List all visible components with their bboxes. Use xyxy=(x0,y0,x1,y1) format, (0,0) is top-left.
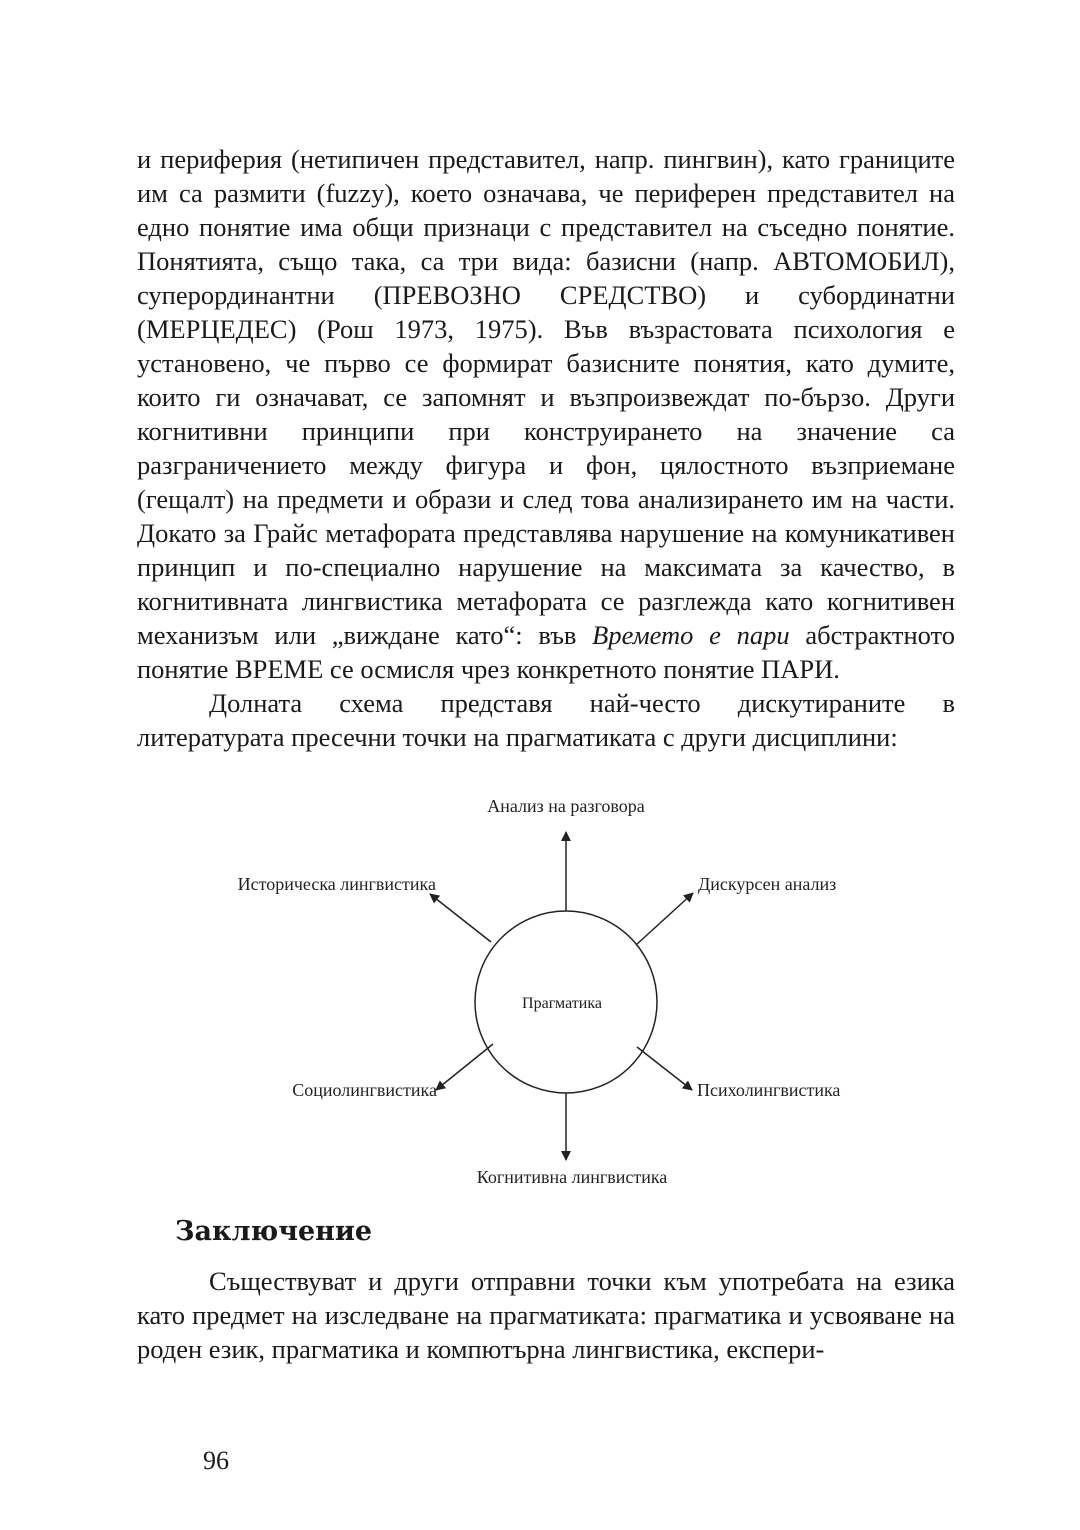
pragmatics-diagram xyxy=(0,780,1080,1200)
arrow-right xyxy=(637,1047,692,1090)
label-bottom: Когнитивна лингвистика xyxy=(476,1167,668,1187)
page-number: 96 xyxy=(203,1446,229,1475)
italic-example: Времето е пари xyxy=(592,620,790,650)
arrow-top-left xyxy=(430,894,491,942)
body-text-bottom xyxy=(137,1264,955,1366)
body-text-top xyxy=(137,142,955,754)
label-top: Анализ на разговора xyxy=(487,796,645,816)
label-top-left: Историческа лингвистика xyxy=(237,874,436,894)
section-heading: Заключение xyxy=(175,1216,373,1247)
paragraph-2: Долната схема представя най-често дискутираните в литературата пресечни точки на прагматиката с други дисциплини: xyxy=(137,688,955,752)
paragraph-3: Съществуват и други отправни точки към употребата на езика като предмет на изследване на прагматиката: прагматика и усвояване на роден език, прагматика и компютърна лингвистика, експери- xyxy=(137,1266,955,1364)
label-right: Психолингвистика xyxy=(697,1080,841,1100)
paragraph-1: и периферия (нетипичен представител, напр. пингвин), като границите им са размити (fuzzy), което означава, че периферен представител на едно понятие има общи признаци с представител на съседно понятие. Понятията, също така, са три вида: базисни (напр. АВТОМОБИЛ), суперординантни (ПРЕВОЗНО СРЕДСТВО) и субординатни (МЕРЦЕДЕС) (Рош 1973, 1975). Във възрастовата психология е установено, че първо се формират базисните понятия, като думите, които ги означават, се запомнят и възпроизвеждат по-бързо. Други когнитивни принципи при конструирането на значение са разграничението между фигура и фон, цялостното възприемане (гещалт) на предмети и образи и след това анализирането им на части. Докато за Грайс метафората представлява нарушение на комуникативен принцип и по-специално нарушение на максимата за качество, в когнитивната лингвистика метафората се разглежда като когнитивен механизъм или „виждане като“: във Времето е пари абстрактното понятие ВРЕМЕ се осмисля чрез конкретното понятие ПАРИ. xyxy=(137,144,956,684)
arrow-left xyxy=(436,1044,493,1090)
arrow-top-right xyxy=(636,893,693,945)
center-label: Прагматика xyxy=(522,995,602,1012)
label-left: Социолингвистика xyxy=(292,1080,437,1100)
label-top-right: Дискурсен анализ xyxy=(698,874,837,894)
